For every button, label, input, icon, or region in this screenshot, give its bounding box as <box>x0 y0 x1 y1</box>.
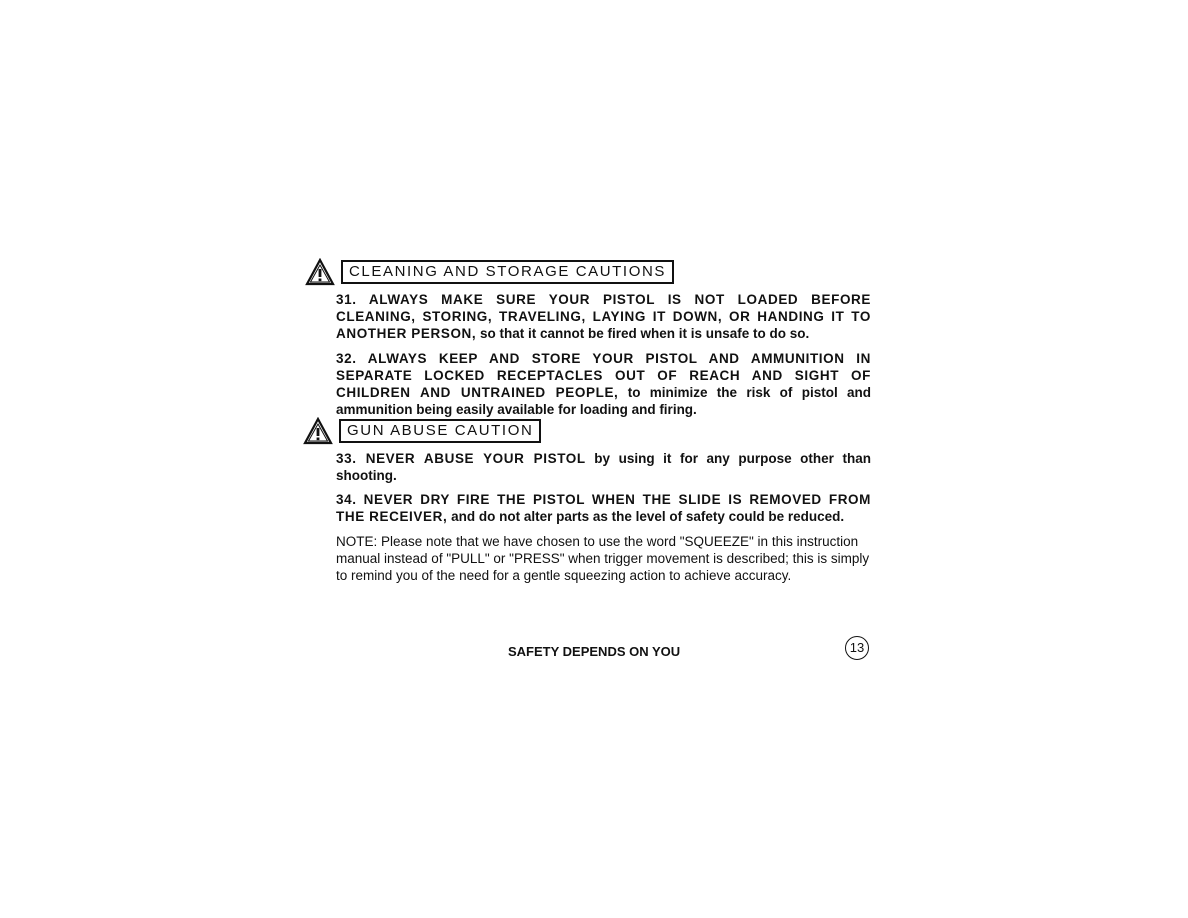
item-34-caps: 34. NEVER DRY FIRE THE PISTOL WHEN THE SLIDE IS REMOVED FROM THE RECEIVER, <box>336 492 871 524</box>
item-33 <box>336 450 871 484</box>
item-33-caps: 33. NEVER ABUSE YOUR PISTOL <box>336 451 586 466</box>
item-31-rest: so that it cannot be fired when it is unsafe to do so. <box>476 326 810 341</box>
warning-triangle-icon <box>303 417 333 445</box>
note-label: NOTE: <box>336 534 378 549</box>
item-33-rest: by using it for any purpose other than shooting. <box>336 451 871 483</box>
item-32-rest: to minimize the risk of pistol and ammunition being easily available for loading and firing. <box>336 385 871 417</box>
item-32-caps: 32. ALWAYS KEEP AND STORE YOUR PISTOL AND AMMUNITION IN SEPARATE LOCKED RECEPTACLES OUT OF REACH AND SIGHT OF CHILDREN AND UNTRAINED PEOPLE, <box>336 351 871 400</box>
cleaning-storage-heading <box>305 258 674 286</box>
item-31 <box>336 291 871 342</box>
gun-abuse-heading <box>303 417 541 445</box>
page-number: 13 <box>845 636 869 660</box>
section-title: CLEANING AND STORAGE CAUTIONS <box>341 260 674 284</box>
footer-slogan: SAFETY DEPENDS ON YOU <box>508 644 681 659</box>
item-31-caps: 31. ALWAYS MAKE SURE YOUR PISTOL IS NOT LOADED BEFORE CLEANING, STORING, TRAVELING, LAYING IT DOWN, OR HANDING IT TO ANOTHER PERSON, <box>336 292 871 341</box>
warning-triangle-icon <box>305 258 335 286</box>
item-32 <box>336 350 871 418</box>
item-34-rest: and do not alter parts as the level of safety could be reduced. <box>447 509 845 524</box>
note-paragraph <box>336 533 871 584</box>
section-title: GUN ABUSE CAUTION <box>339 419 541 443</box>
item-34 <box>336 491 871 525</box>
note-text: Please note that we have chosen to use the word "SQUEEZE" in this instruction manual instead of "PULL" or "PRESS" when trigger movement is described; this is simply to remind you of the need for a gentle squeezing action to achieve accuracy. <box>336 534 870 583</box>
